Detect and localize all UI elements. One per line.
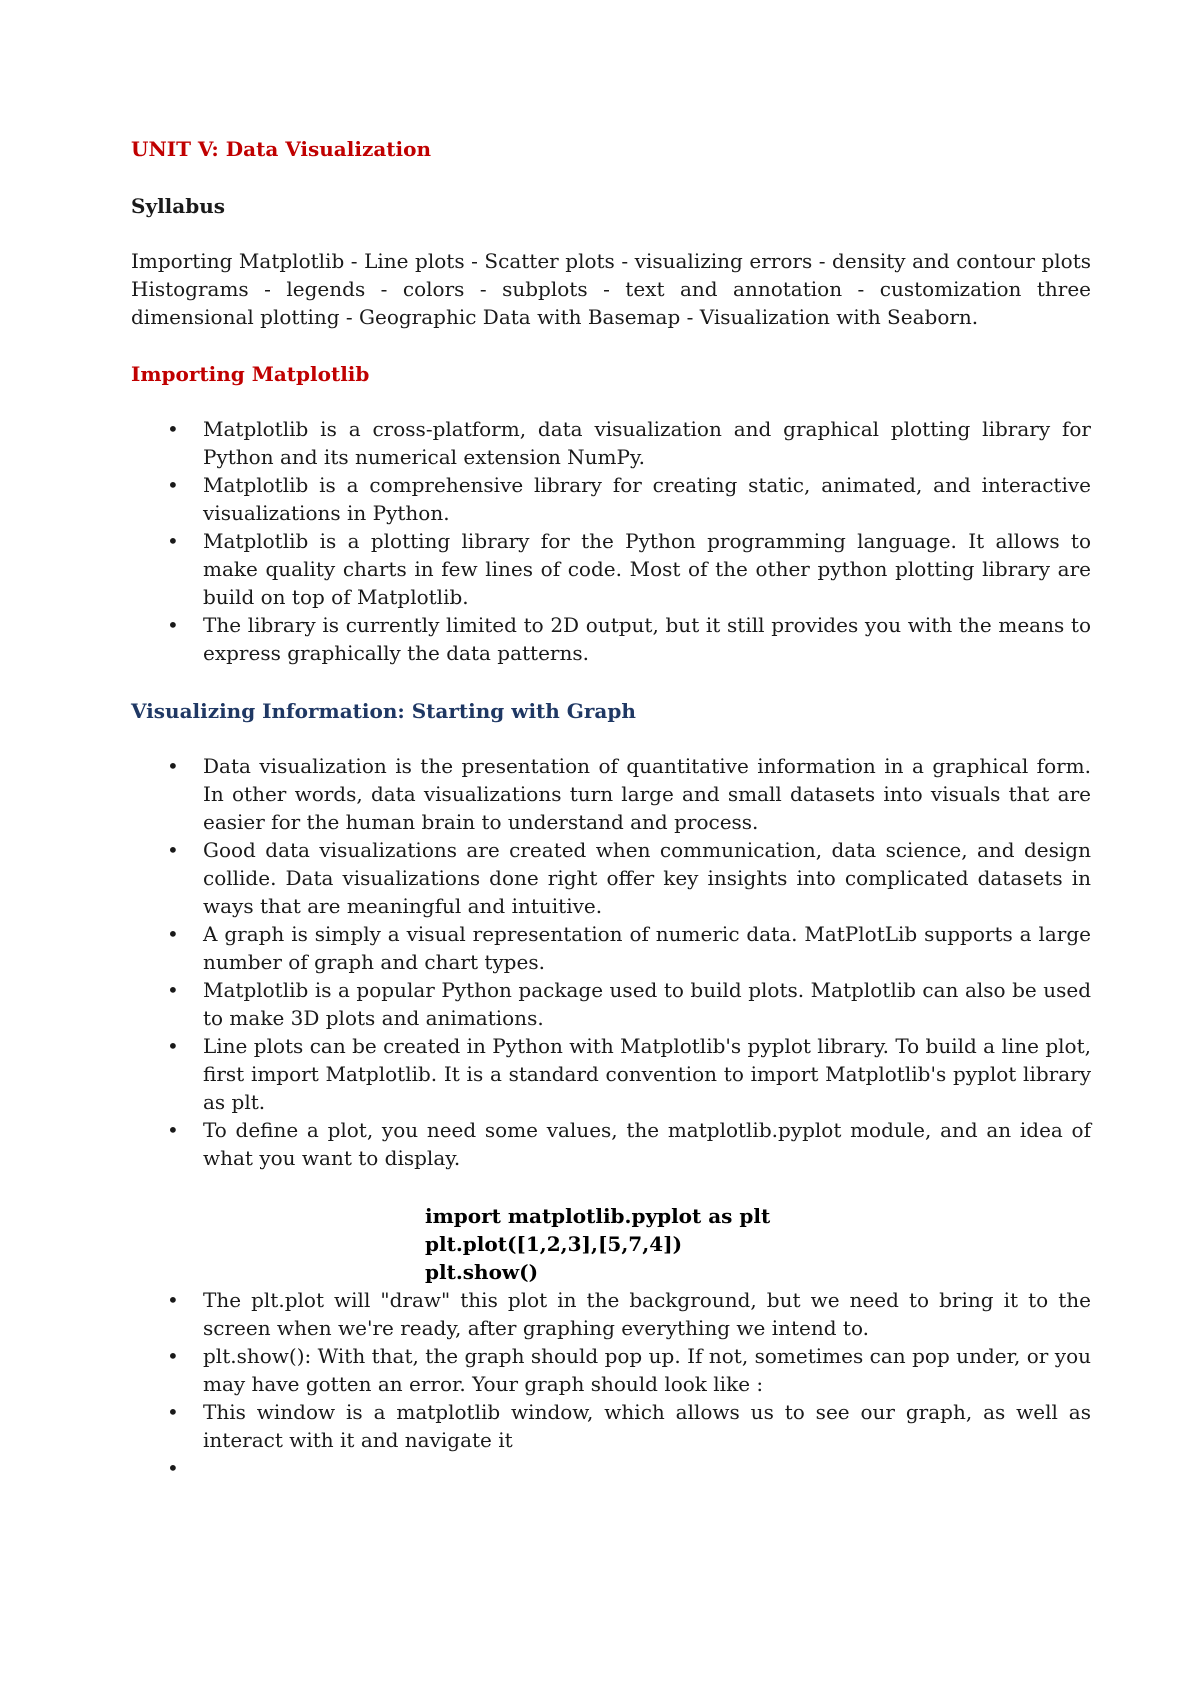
list-item: • This window is a matplotlib window, which allows us to see our graph, as well as interact with it and navigate it: [167, 1400, 1091, 1452]
list-item: • Data visualization is the presentation of quantitative information in a graphical form. In other words, data visualizations turn large and small datasets into visuals that are easier for the human brain to understand and process.: [167, 754, 1091, 834]
list-item: • To define a plot, you need some values, the matplotlib.pyplot module, and an idea of what you want to display.: [167, 1118, 1091, 1170]
unit-title: UNIT V: Data Visualization: [131, 137, 431, 161]
bullet-icon: •: [167, 922, 179, 946]
importing-matplotlib-heading: Importing Matplotlib: [131, 362, 370, 386]
bullet-icon: •: [167, 613, 179, 637]
bullet-icon: •: [167, 978, 179, 1002]
bullet-icon: •: [167, 1034, 179, 1058]
importing-bullet-list: [131, 415, 1091, 667]
code-line: import matplotlib.pyplot as plt: [425, 1204, 771, 1228]
bullet-icon: •: [167, 1400, 179, 1424]
bullet-icon: •: [167, 838, 179, 862]
code-snippet: [425, 1202, 770, 1286]
list-item: • The plt.plot will "draw" this plot in the background, but we need to bring it to the screen when we're ready, after graphing everything we intend to.: [167, 1288, 1091, 1340]
visualizing-information-heading: Visualizing Information: Starting with Graph: [131, 699, 636, 723]
code-line: plt.plot([1,2,3],[5,7,4]): [425, 1232, 683, 1256]
list-item: • Matplotlib is a plotting library for the Python programming language. It allows to make quality charts in few lines of code. Most of the other python plotting library are build on top of Matplotlib.: [167, 529, 1091, 609]
list-item: • A graph is simply a visual representation of numeric data. MatPlotLib supports a large number of graph and chart types.: [167, 922, 1091, 974]
list-item: [131, 1454, 1091, 1482]
bullet-icon: •: [167, 473, 179, 497]
list-item: • plt.show(): With that, the graph should pop up. If not, sometimes can pop under, or you may have gotten an error. Your graph should look like :: [167, 1344, 1091, 1396]
bullet-icon: •: [167, 754, 179, 778]
list-item: • Matplotlib is a popular Python package used to build plots. Matplotlib can also be used to make 3D plots and animations.: [167, 978, 1091, 1030]
bullet-icon: •: [167, 1344, 179, 1368]
list-item: • The library is currently limited to 2D output, but it still provides you with the means to express graphically the data patterns.: [167, 613, 1091, 665]
visualizing-bullet-list: [131, 752, 1091, 1172]
bullet-icon: •: [167, 1456, 179, 1480]
list-item: • Matplotlib is a comprehensive library for creating static, animated, and interactive visualizations in Python.: [167, 473, 1091, 525]
bullet-icon: •: [167, 1118, 179, 1142]
syllabus-text: Importing Matplotlib - Line plots - Scatter plots - visualizing errors - density and contour plots Histograms - legends - colors - subplots - text and annotation - customization three dimensional plotting - Geographic Data with Basemap - Visualization with Seaborn.: [131, 249, 1091, 329]
list-item: • Matplotlib is a cross-platform, data visualization and graphical plotting library for Python and its numerical extension NumPy.: [167, 417, 1091, 469]
code-line: plt.show(): [425, 1260, 539, 1284]
bullet-icon: •: [167, 417, 179, 441]
bullet-icon: •: [167, 529, 179, 553]
list-item: • Good data visualizations are created when communication, data science, and design collide. Data visualizations done right offer key insights into complicated datasets in ways that are meaningful and intuitive.: [167, 838, 1091, 918]
syllabus-heading: Syllabus: [131, 194, 226, 218]
visualizing-bullet-list-continued: [131, 1286, 1091, 1482]
list-item: • Line plots can be created in Python with Matplotlib's pyplot library. To build a line plot, first import Matplotlib. It is a standard convention to import Matplotlib's pyplot library as plt.: [167, 1034, 1091, 1114]
bullet-icon: •: [167, 1288, 179, 1312]
